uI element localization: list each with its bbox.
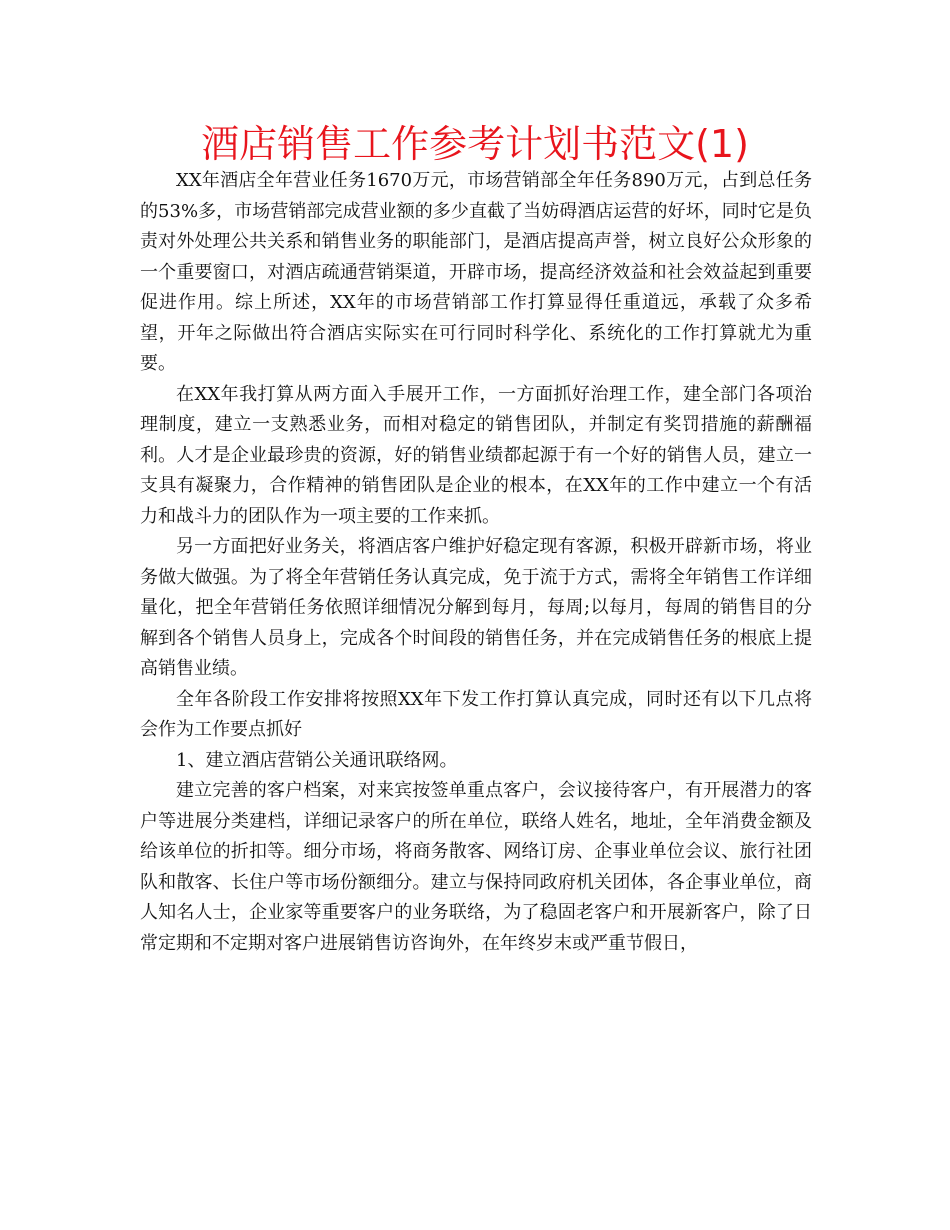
paragraph-3: 另一方面把好业务关，将酒店客户维护好稳定现有客源，积极开辟新市场，将业务做大做强。为了将全年营销任务认真完成，免于流于方式，需将全年销售工作详细量化，把全年营销任务依照详细情况分解到每月，每周;以每月，每周的销售目的分解到各个销售人员身上，完成各个时间段的销售任务，并在完成销售任务的根底上提高销售业绩。 (140, 536, 812, 679)
paragraph-1: XX年酒店全年营业任务1670万元，市场营销部全年任务890万元，占到总任务的53%多，市场营销部完成营业额的多少直截了当妨碍酒店运营的好坏，同时它是负责对外处理公共关系和销售业务的职能部门，是酒店提高声誉，树立良好公众形象的一个重要窗口，对酒店疏通营销渠道，开辟市场，提高经济效益和社会效益起到重要促进作用。综上所述，XX年的市场营销部工作打算显得任重道远，承载了众多希望，开年之际做出符合酒店实际实在可行同时科学化、系统化的工作打算就尤为重要。 (140, 170, 812, 374)
section-heading-1: 1、建立酒店营销公关通讯联络网。 (176, 749, 458, 771)
document-body (140, 166, 812, 959)
paragraph-5: 建立完善的客户档案，对来宾按签单重点客户，会议接待客户，有开展潜力的客户等进展分类建档，详细记录客户的所在单位，联络人姓名，地址，全年消费金额及给该单位的折扣等。细分市场，将商务散客、网络订房、企事业单位会议、旅行社团队和散客、长住户等市场份额细分。建立与保持同政府机关团体，各企事业单位，商人知名人士，企业家等重要客户的业务联络，为了稳固老客户和开展新客户，除了日常定期和不定期对客户进展销售访咨询外，在年终岁末或严重节假日， (140, 780, 812, 954)
paragraph-2: 在XX年我打算从两方面入手展开工作，一方面抓好治理工作，建全部门各项治理制度，建立一支熟悉业务，而相对稳定的销售团队，并制定有奖罚措施的薪酬福利。人才是企业最珍贵的资源，好的销售业绩都起源于有一个好的销售人员，建立一支具有凝聚力，合作精神的销售团队是企业的根本，在XX年的工作中建立一个有活力和战斗力的团队作为一项主要的工作来抓。 (140, 383, 812, 527)
document-title: 酒店销售工作参考计划书范文(1) (201, 122, 749, 166)
paragraph-4: 全年各阶段工作安排将按照XX年下发工作打算认真完成，同时还有以下几点将会作为工作要点抓好 (140, 688, 812, 740)
